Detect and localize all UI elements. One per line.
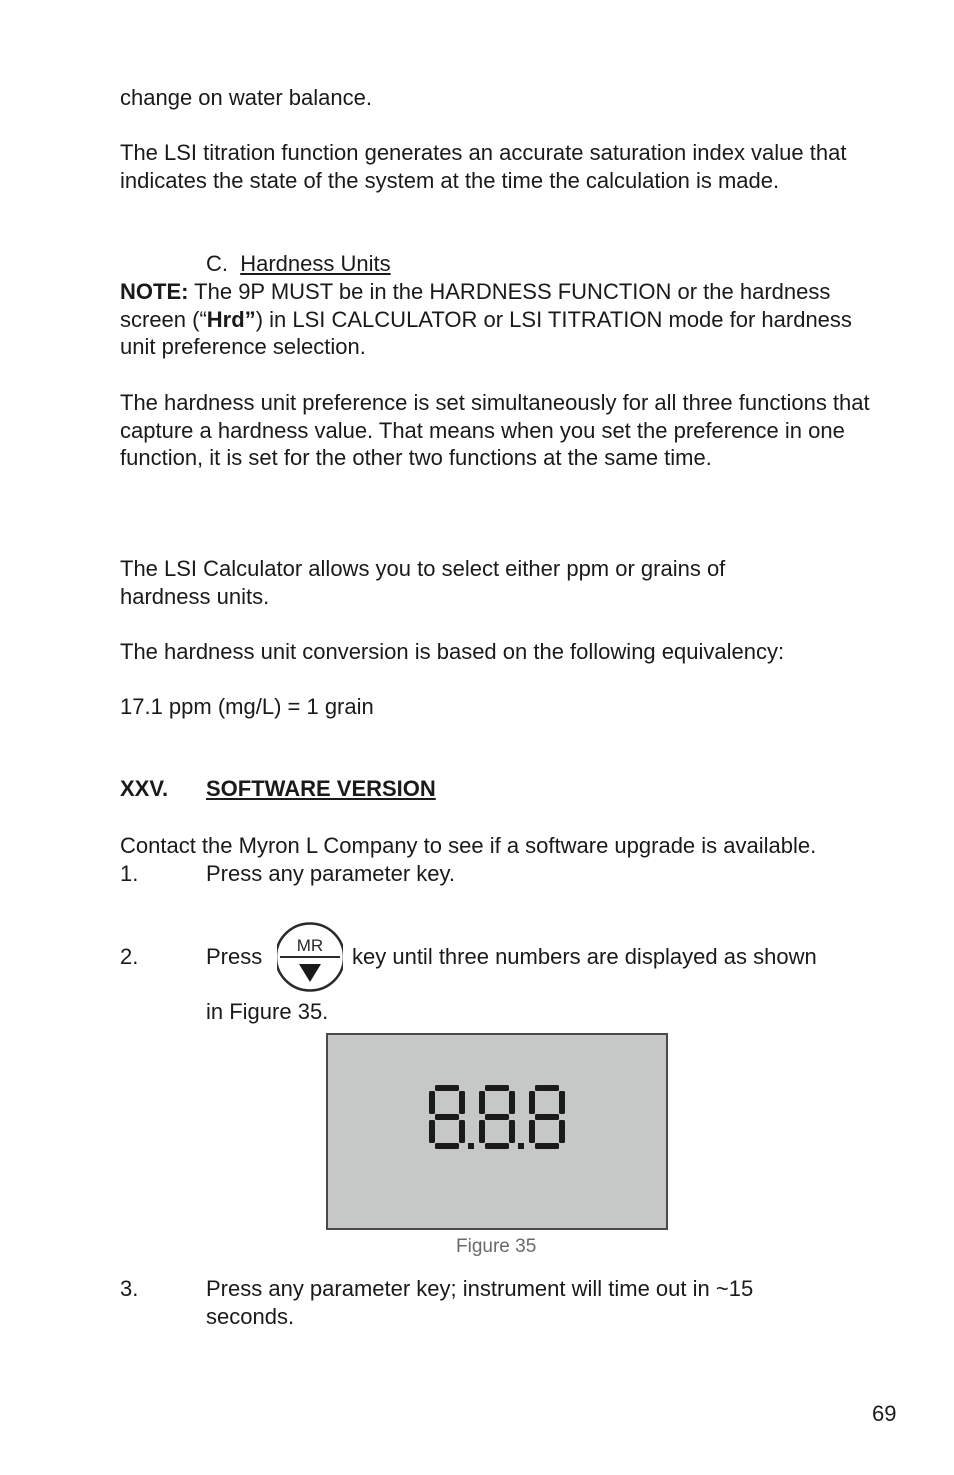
mr-key-label: MR (296, 936, 324, 955)
section-xxv-title: SOFTWARE VERSION (206, 776, 436, 801)
lcd-digit-3-segment-1 (535, 1085, 559, 1091)
step-3-text: Press any parameter key; instrument will time out in ~15 seconds. (206, 1276, 754, 1329)
lcd-digit-1-segment-7 (459, 1120, 465, 1143)
lcd-decimal-point-1 (468, 1143, 474, 1149)
lcd-digit-3-segment-2 (535, 1114, 559, 1120)
lcd-digit-1-segment-3 (435, 1143, 459, 1149)
lcd-digit-1-segment-4 (429, 1091, 435, 1114)
section-xxv-number: XXV. (120, 776, 169, 801)
step-2-continuation: in Figure 35. (206, 999, 329, 1024)
lcd-digits (328, 1035, 666, 1228)
note-hrd: Hrd” (206, 306, 256, 332)
lcd-decimal-point-2 (518, 1143, 524, 1149)
lcd-digit-2-segment-2 (485, 1114, 509, 1120)
paragraph-water-balance: change on water balance. (120, 85, 372, 110)
step-3-number: 3. (120, 1276, 139, 1301)
note-paragraph (120, 278, 880, 361)
step-2-number: 2. (120, 944, 139, 969)
section-c-heading (206, 250, 391, 278)
lcd-digit-2-segment-3 (485, 1143, 509, 1149)
equivalency-line: 17.1 ppm (mg/L) = 1 grain (120, 694, 374, 719)
note-text-b: ) in LSI CALCULATOR or LSI TITRATION mode for hardness unit preference selection. (120, 306, 852, 359)
lcd-digit-2-segment-7 (509, 1120, 515, 1143)
lcd-digit-1-segment-6 (429, 1120, 435, 1143)
lcd-digit-2-segment-6 (479, 1120, 485, 1143)
page-number: 69 (872, 1401, 897, 1426)
paragraph-hardness-preference: The hardness unit preference is set simultaneously for all three functions that capture a hardness value. That means when you set the preference in one function, it is set for the other two functions at the same time. (120, 390, 870, 470)
section-c-title: Hardness Units (240, 251, 391, 276)
step-1-number: 1. (120, 861, 139, 886)
lcd-digit-1-segment-5 (459, 1091, 465, 1114)
paragraph-conversion: The hardness unit conversion is based on the following equivalency: (120, 639, 785, 664)
lcd-digit-1-segment-2 (435, 1114, 459, 1120)
lcd-display (326, 1033, 668, 1230)
note-text-a: The 9P MUST be in the HARDNESS FUNCTION or the hardness screen (“ (120, 279, 831, 332)
section-c-letter: C. (206, 251, 228, 276)
lcd-digit-1-segment-1 (435, 1085, 459, 1091)
lcd-digit-2-segment-1 (485, 1085, 509, 1091)
figure-caption: Figure 35 (456, 1236, 537, 1257)
paragraph-lsi-titration: The LSI titration function generates an accurate saturation index value that indicates the state of the system at the time the calculation is made. (120, 140, 847, 193)
step-2-press: Press (206, 944, 263, 969)
step-2-after: key until three numbers are displayed as shown (352, 944, 817, 969)
lcd-digit-3-segment-5 (559, 1091, 565, 1114)
paragraph-lsi-calculator: The LSI Calculator allows you to select either ppm or grains of hardness units. (120, 556, 726, 609)
lcd-digit-3-segment-4 (529, 1091, 535, 1114)
lcd-digit-3-segment-6 (529, 1120, 535, 1143)
contact-paragraph: Contact the Myron L Company to see if a software upgrade is available. (120, 833, 817, 858)
mr-key-icon (272, 920, 348, 994)
note-label: NOTE: (120, 279, 189, 304)
lcd-digit-3-segment-3 (535, 1143, 559, 1149)
step-1-text: Press any parameter key. (206, 861, 456, 886)
lcd-digit-2-segment-4 (479, 1091, 485, 1114)
lcd-digit-3-segment-7 (559, 1120, 565, 1143)
lcd-digit-2-segment-5 (509, 1091, 515, 1114)
